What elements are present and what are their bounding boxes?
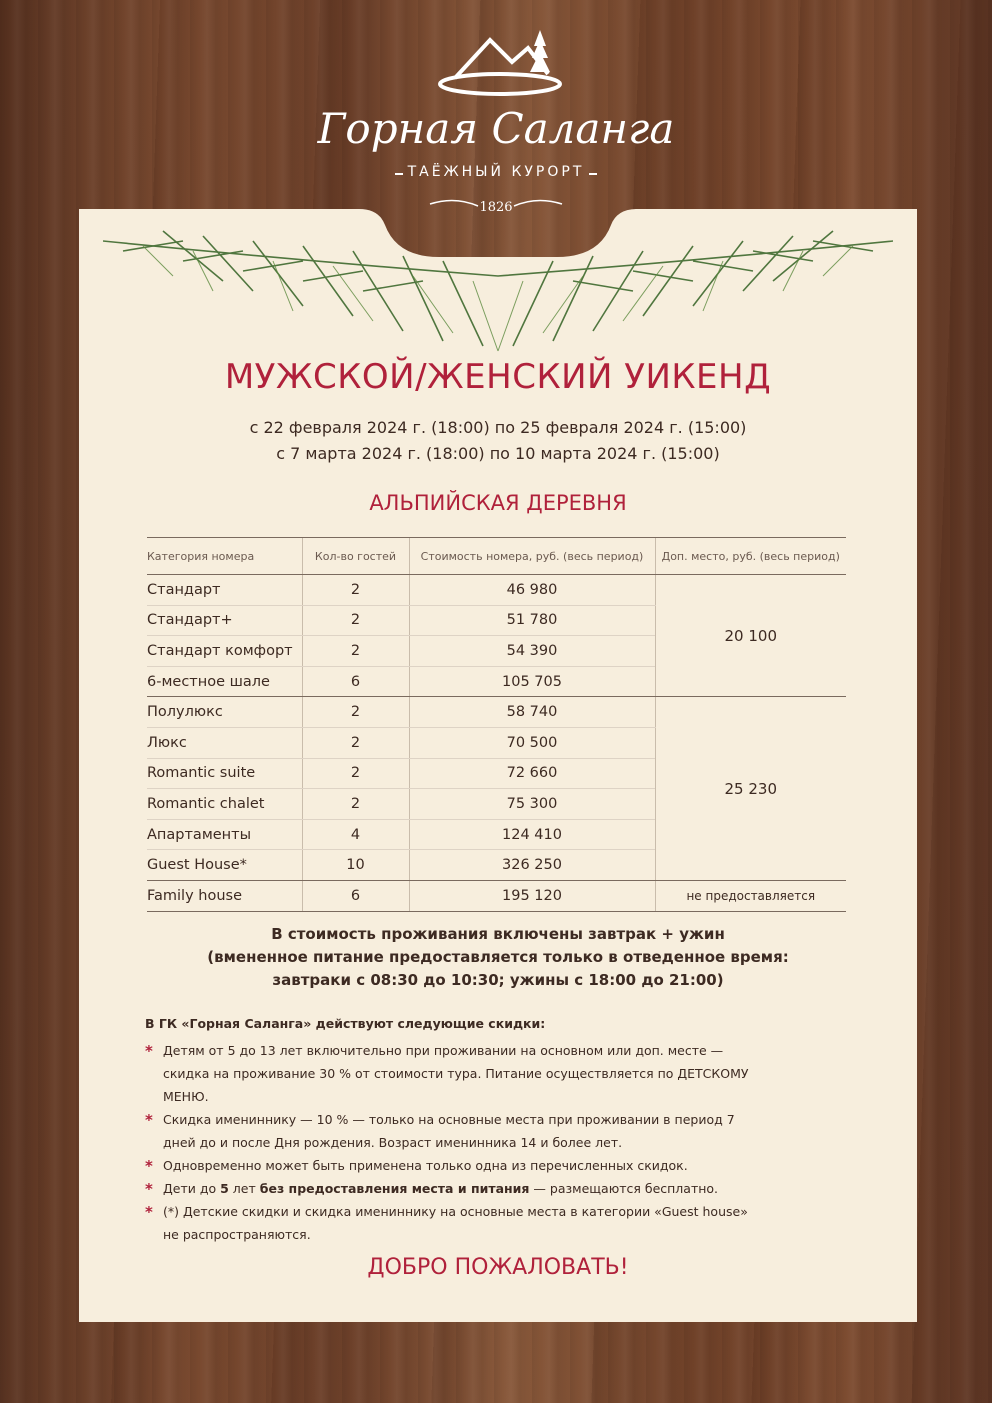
brand-year: 1826 [479, 200, 513, 215]
brand-tagline: ТАЁЖНЫЙ КУРОРТ [407, 164, 585, 180]
room-price: 326 250 [409, 850, 655, 881]
asterisk-icon: * [145, 1111, 153, 1129]
meals-line-1: В стоимость проживания включены завтрак + ужин [271, 925, 725, 943]
discounts-list [145, 1039, 765, 1246]
col-category: Категория номера [147, 538, 302, 575]
guest-count: 2 [302, 636, 409, 667]
guest-count: 2 [302, 575, 409, 606]
list-item [145, 1039, 765, 1108]
col-price: Стоимость номера, руб. (весь период) [409, 538, 655, 575]
guest-count: 6 [302, 880, 409, 911]
room-category: Romantic chalet [147, 789, 302, 820]
room-category: Стандарт+ [147, 605, 302, 636]
table-row [147, 880, 846, 911]
date-range-1: с 22 февраля 2024 г. (18:00) по 25 февраля 2024 г. (15:00) [249, 418, 747, 437]
extra-bed-price: не предоставляется [655, 880, 846, 911]
resort-logo [0, 0, 992, 230]
room-price: 46 980 [409, 575, 655, 606]
room-category: Люкс [147, 727, 302, 758]
guest-count: 2 [302, 789, 409, 820]
asterisk-icon: * [145, 1042, 153, 1060]
discount-text: Детям от 5 до 13 лет включительно при проживании на основном или доп. месте — скидка на проживание 30 % от стоимости тура. Питание осуществляется по ДЕТСКОМУ МЕНЮ. [163, 1043, 749, 1104]
room-price: 51 780 [409, 605, 655, 636]
price-sheet [79, 209, 917, 1322]
price-table [147, 537, 846, 912]
room-price: 195 120 [409, 880, 655, 911]
list-item [145, 1154, 765, 1177]
table-header [147, 538, 846, 575]
offer-dates [79, 415, 917, 467]
meals-included-note [79, 923, 917, 992]
guest-count: 2 [302, 727, 409, 758]
room-category: Family house [147, 880, 302, 911]
list-item [145, 1177, 765, 1200]
asterisk-icon: * [145, 1203, 153, 1221]
discount-text: (*) Детские скидки и скидка имениннику на основные места в категории «Guest house» не распространяются. [163, 1204, 748, 1242]
room-price: 105 705 [409, 666, 655, 697]
welcome-text: ДОБРО ПОЖАЛОВАТЬ! [367, 1255, 629, 1280]
room-price: 75 300 [409, 789, 655, 820]
room-category: Полулюкс [147, 697, 302, 728]
discount-text: Скидка имениннику — 10 % — только на основные места при проживании в период 7 дней до и после Дня рождения. Возраст именинника 14 и более лет. [163, 1112, 735, 1150]
room-price: 124 410 [409, 819, 655, 850]
asterisk-icon: * [145, 1157, 153, 1175]
offer-title: МУЖСКОЙ/ЖЕНСКИЙ УИКЕНД [224, 357, 772, 397]
guest-count: 4 [302, 819, 409, 850]
guest-count: 2 [302, 605, 409, 636]
extra-bed-price: 25 230 [655, 697, 846, 881]
room-category: Стандарт [147, 575, 302, 606]
col-extra: Доп. место, руб. (весь период) [655, 538, 846, 575]
asterisk-icon: * [145, 1180, 153, 1198]
room-category: Guest House* [147, 850, 302, 881]
table-row [147, 697, 846, 728]
extra-bed-price: 20 100 [655, 575, 846, 697]
room-price: 70 500 [409, 727, 655, 758]
kids-free-bold: без предоставления места и питания [259, 1181, 530, 1196]
room-price: 58 740 [409, 697, 655, 728]
guest-count: 2 [302, 758, 409, 789]
kids-free-prefix: Дети до [163, 1181, 221, 1196]
guest-count: 2 [302, 697, 409, 728]
discount-text: Одновременно может быть применена только одна из перечисленных скидок. [163, 1158, 688, 1173]
room-price: 54 390 [409, 636, 655, 667]
room-category: Romantic suite [147, 758, 302, 789]
discounts-heading: В ГК «Горная Саланга» действуют следующие скидки: [145, 1016, 546, 1031]
room-category: 6-местное шале [147, 666, 302, 697]
list-item [145, 1200, 765, 1246]
guest-count: 6 [302, 666, 409, 697]
table-row [147, 575, 846, 606]
kids-free-middle: лет [228, 1181, 260, 1196]
kids-free-suffix: — размещаются бесплатно. [529, 1181, 719, 1196]
room-price: 72 660 [409, 758, 655, 789]
section-title: АЛЬПИЙСКАЯ ДЕРЕВНЯ [369, 491, 627, 515]
room-category: Апартаменты [147, 819, 302, 850]
col-guests: Кол-во гостей [302, 538, 409, 575]
guest-count: 10 [302, 850, 409, 881]
meals-line-3: завтраки с 08:30 до 10:30; ужины с 18:00 до 21:00) [272, 971, 724, 989]
room-category: Стандарт комфорт [147, 636, 302, 667]
list-item [145, 1108, 765, 1154]
meals-line-2: (вмененное питание предоставляется только в отведенное время: [207, 948, 789, 966]
fir-branches-decoration [103, 221, 893, 356]
kids-free-age: 5 [220, 1181, 229, 1196]
date-range-2: с 7 марта 2024 г. (18:00) по 10 марта 2024 г. (15:00) [276, 444, 720, 463]
discounts-section [145, 1016, 765, 1246]
brand-name: Горная Саланга [317, 104, 675, 153]
